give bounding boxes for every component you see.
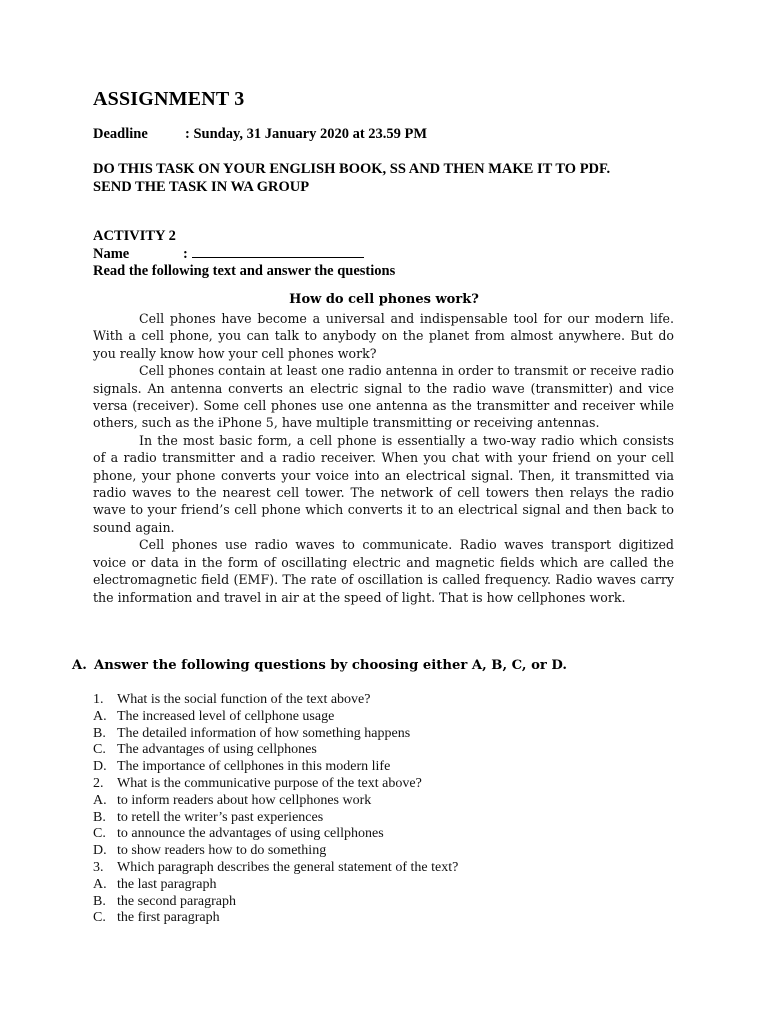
item-text: to inform readers about how cellphones work: [117, 792, 372, 808]
section-letter: A.: [72, 658, 87, 673]
item-mark: D.: [93, 759, 107, 775]
option-item: [93, 894, 458, 911]
item-text: to show readers how to do something: [117, 843, 327, 859]
question-list: [93, 692, 458, 927]
item-mark: 2.: [93, 775, 104, 791]
option-item: [93, 877, 458, 894]
reading-passage: [93, 310, 674, 606]
activity-block: [93, 228, 395, 280]
name-label: Name: [93, 246, 130, 262]
item-text: the last paragraph: [117, 876, 217, 892]
item-text: What is the social function of the text above?: [117, 692, 371, 707]
name-colon: :: [183, 246, 188, 262]
item-text: What is the communicative purpose of the text above?: [117, 775, 422, 791]
item-mark: A.: [93, 876, 107, 892]
activity-title: ACTIVITY 2: [93, 228, 176, 244]
section-instruction: Answer the following questions by choosing either A, B, C, or D.: [94, 658, 567, 673]
instruction-line-1: DO THIS TASK ON YOUR ENGLISH BOOK, SS AND THEN MAKE IT TO PDF.: [93, 161, 611, 177]
item-text: the second paragraph: [117, 893, 236, 909]
option-item: [93, 793, 458, 810]
item-mark: 3.: [93, 859, 104, 875]
paragraph: In the most basic form, a cell phone is essentially a two-way radio which consists of a radio transmitter and a radio receiver. When you chat with your friend on your cell phone, your phone converts your voice into an electrical signal. Then, it transmitted via radio waves to the nearest cell tower. The network of cell towers then relays the radio wave to your friend’s cell phone which converts it to an electrical signal and then back to sound again.: [93, 432, 674, 535]
item-text: The importance of cellphones in this modern life: [117, 759, 391, 775]
deadline-value: : Sunday, 31 January 2020 at 23.59 PM: [185, 126, 428, 142]
item-mark: D.: [93, 843, 107, 859]
item-mark: C.: [93, 910, 106, 926]
item-mark: C.: [93, 742, 106, 758]
option-item: [93, 742, 458, 759]
read-instruction: Read the following text and answer the questions: [93, 263, 396, 279]
task-instructions: [93, 160, 610, 196]
name-line: [93, 245, 395, 263]
item-mark: B.: [93, 725, 106, 741]
option-item: [93, 709, 458, 726]
item-text: The advantages of using cellphones: [117, 742, 317, 758]
option-item: [93, 826, 458, 843]
option-item: [93, 759, 458, 776]
item-mark: 1.: [93, 692, 104, 707]
deadline-label: Deadline: [93, 126, 148, 142]
question-item: [93, 776, 458, 793]
option-item: [93, 810, 458, 827]
question-item: [93, 860, 458, 877]
assignment-title: ASSIGNMENT 3: [93, 88, 245, 110]
paragraph: Cell phones use radio waves to communicate. Radio waves transport digitized voice or data in the form of oscillating electric and magnetic fields which are called the electromagnetic field (EMF). The rate of oscillation is called frequency. Radio waves carry the information and travel in air at the speed of light. That is how cellphones work.: [93, 537, 674, 605]
instruction-line-2: SEND THE TASK IN WA GROUP: [93, 179, 310, 195]
item-text: to retell the writer’s past experiences: [117, 809, 324, 825]
item-mark: C.: [93, 826, 106, 842]
text-title: How do cell phones work?: [289, 292, 479, 307]
item-text: to announce the advantages of using cellphones: [117, 826, 384, 842]
option-item: [93, 910, 458, 927]
item-mark: B.: [93, 893, 106, 909]
item-text: The increased level of cellphone usage: [117, 708, 335, 724]
item-mark: B.: [93, 809, 106, 825]
section-a-heading: [72, 658, 567, 673]
item-text: Which paragraph describes the general statement of the text?: [117, 859, 459, 875]
paragraph: Cell phones contain at least one radio antenna in order to transmit or receive radio signals. An antenna converts an electric signal to the radio wave (transmitter) and vice versa (receiver). Some cell phones use one antenna as the transmitter and receiver while others, such as the iPhone 5, have multiple transmitting or receiving antennas.: [93, 363, 674, 431]
option-item: [93, 843, 458, 860]
name-blank[interactable]: [192, 245, 364, 258]
deadline-line: [93, 126, 427, 143]
item-mark: A.: [93, 708, 107, 724]
item-text: The detailed information of how something happens: [117, 725, 411, 741]
paragraph: Cell phones have become a universal and indispensable tool for our modern life. With a cell phone, you can talk to anybody on the planet from almost anywhere. But do you really know how your cell phones work?: [93, 311, 674, 361]
item-text: the first paragraph: [117, 910, 220, 926]
option-item: [93, 726, 458, 743]
item-mark: A.: [93, 792, 107, 808]
question-item: [93, 692, 458, 709]
